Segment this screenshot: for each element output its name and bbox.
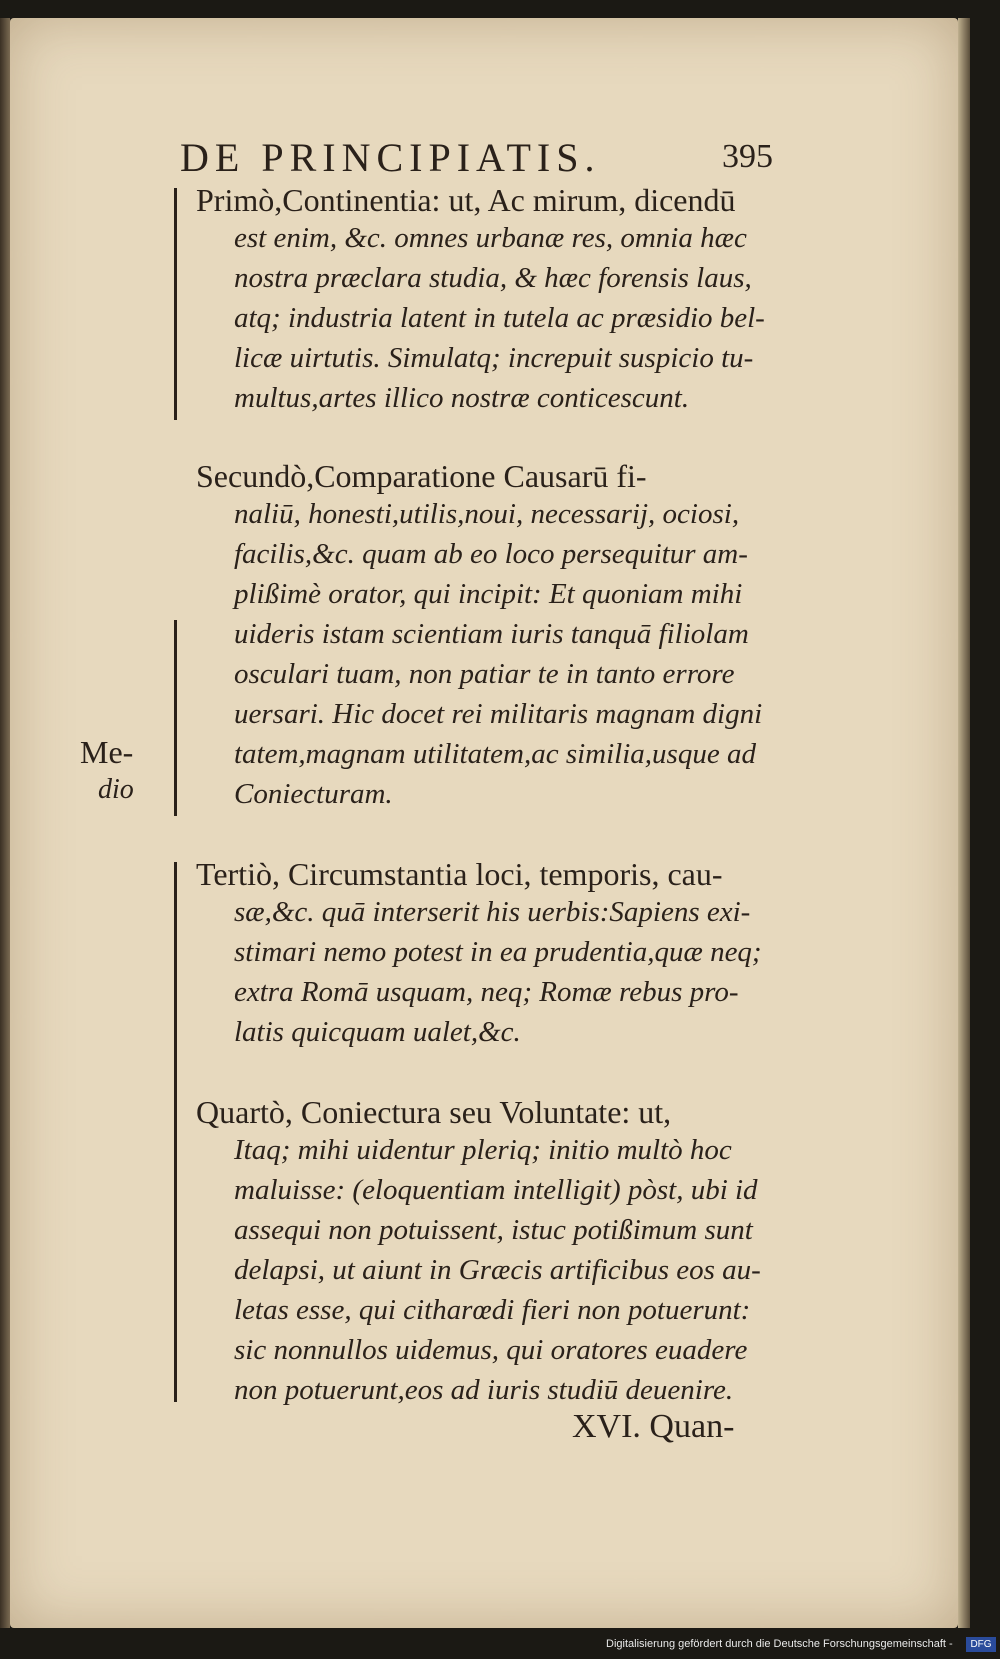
text-line: licæ uirtutis. Simulatq; increpuit suspicio tu- <box>234 342 754 374</box>
running-title: DE PRINCIPIATIS. <box>180 135 601 180</box>
text-line: naliū, honesti,utilis,noui, necessarij, ociosi, <box>234 498 740 530</box>
dfg-logo: DFG <box>966 1637 996 1652</box>
text-line: est enim, &c. omnes urbanæ res, omnia hæc <box>234 222 747 254</box>
margin-note <box>80 733 150 809</box>
margin-note-line2: dio <box>98 774 134 805</box>
text-line: Itaq; mihi uidentur pleriq; initio multò hoc <box>234 1134 732 1166</box>
book-gutter <box>0 18 10 1628</box>
text-line: maluisse: (eloquentiam intelligit) pòst, ubi id <box>234 1174 758 1206</box>
page-edge <box>958 18 970 1628</box>
text-line: letas esse, qui citharœdi fieri non potuerunt: <box>234 1294 751 1326</box>
text-line: tatem,magnam utilitatem,ac similia,usque ad <box>234 738 756 770</box>
text-line: atq; industria latent in tutela ac præsidio bel- <box>234 302 765 334</box>
text-line: Tertiò, Circumstantia loci, temporis, cau- <box>196 856 723 892</box>
text-line: delapsi, ut aiunt in Græcis artificibus eos au- <box>234 1254 761 1286</box>
text-line: Primò,Continentia: ut, Ac mirum, dicendū <box>196 182 736 218</box>
text-line: facilis,&c. quam ab eo loco persequitur am- <box>234 538 748 570</box>
text-line: sæ,&c. quā interserit his uerbis:Sapiens exi- <box>234 896 751 928</box>
text-line: osculari tuam, non patiar te in tanto errore <box>234 658 735 690</box>
catchword: XVI. Quan- <box>572 1408 735 1445</box>
text-line: Secundò,Comparatione Causarū fi- <box>196 458 647 494</box>
text-line: plißimè orator, qui incipit: Et quoniam mihi <box>234 578 743 610</box>
text-line: assequi non potuissent, istuc potißimum sunt <box>234 1214 753 1246</box>
text-line: uersari. Hic docet rei militaris magnam digni <box>234 698 763 730</box>
page-number: 395 <box>722 138 773 175</box>
margin-note-line1: Me- <box>80 734 134 770</box>
text-line: multus,artes illico nostræ conticescunt. <box>234 382 690 414</box>
text-line: Quartò, Coniectura seu Voluntate: ut, <box>196 1094 672 1130</box>
text-line: Coniecturam. <box>234 778 393 810</box>
text-line: latis quicquam ualet,&c. <box>234 1016 521 1048</box>
bracket-middle <box>174 620 177 816</box>
text-line: stimari nemo potest in ea prudentia,quæ neq; <box>234 936 762 968</box>
text-line: non potuerunt,eos ad iuris studiū deuenire. <box>234 1374 734 1406</box>
bracket-top <box>174 188 177 420</box>
text-line: extra Romā usquam, neq; Romæ rebus pro- <box>234 976 739 1008</box>
text-line: sic nonnullos uidemus, qui oratores euadere <box>234 1334 748 1366</box>
bracket-bottom <box>174 862 177 1402</box>
footer-credit: Digitalisierung gefördert durch die Deutsche Forschungsgemeinschaft - <box>606 1638 953 1650</box>
text-line: uideris istam scientiam iuris tanquā filiolam <box>234 618 749 650</box>
text-line: nostra præclara studia, & hæc forensis laus, <box>234 262 752 294</box>
